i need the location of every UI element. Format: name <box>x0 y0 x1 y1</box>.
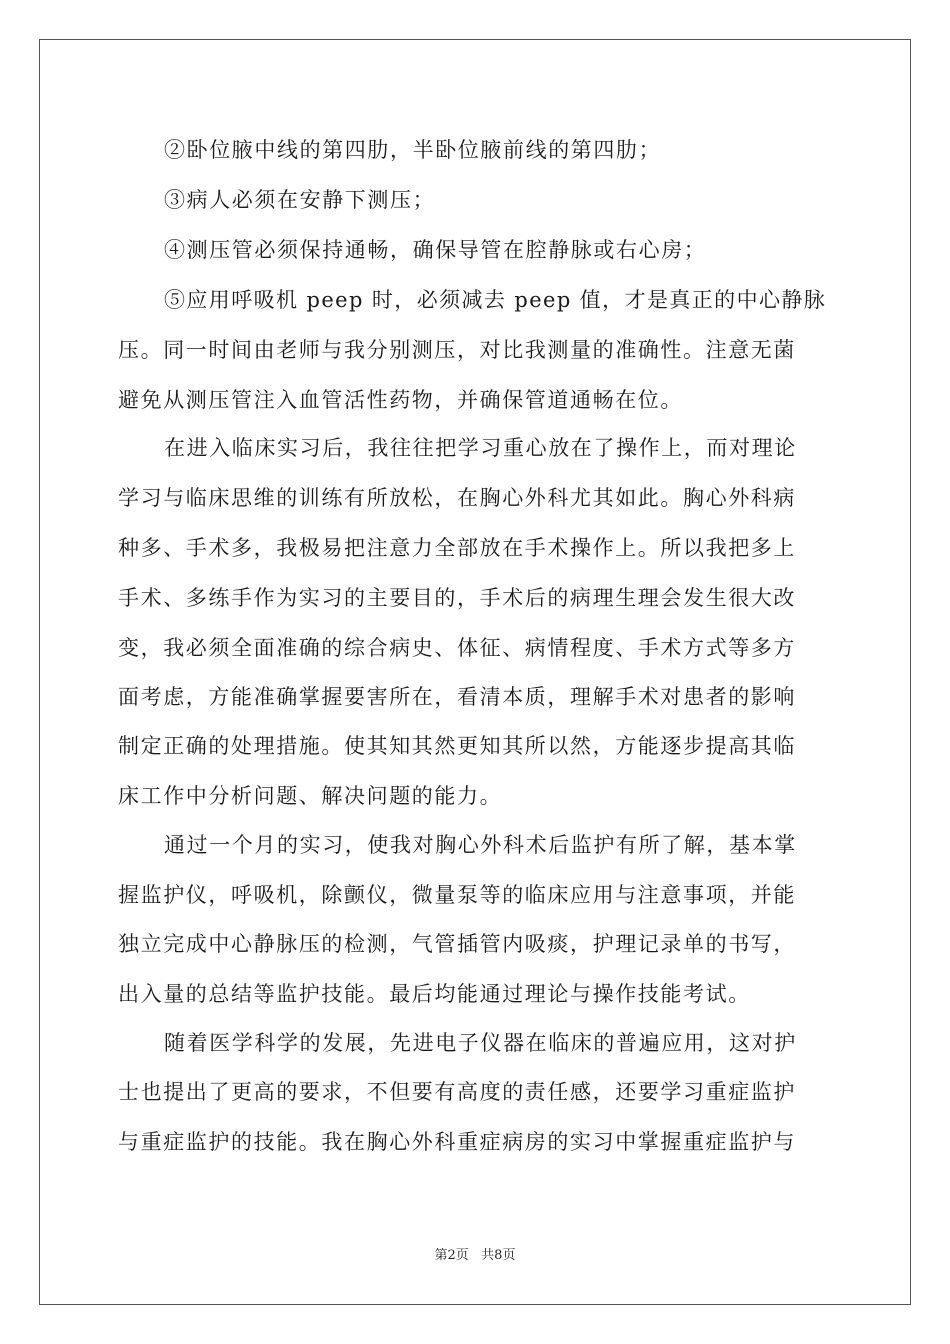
text-line: 床工作中分析问题、解决问题的能力。 <box>118 784 503 808</box>
text-line: 手术、多练手作为实习的主要目的，手术后的病理生理会发生很大改 <box>118 586 796 610</box>
text-line: ④测压管必须保持通畅，确保导管在腔静脉或右心房； <box>164 238 707 262</box>
text-line: 士也提出了更高的要求，不但要有高度的责任感，还要学习重症监护 <box>118 1080 796 1104</box>
text-line: 握监护仪，呼吸机，除颤仪，微量泵等的临床应用与注意事项，并能 <box>118 883 796 907</box>
page-border <box>39 39 911 1305</box>
text-line: 面考虑，方能准确掌握要害所在，看清本质，理解手术对患者的影响 <box>118 685 796 709</box>
text-line: 变，我必须全面准确的综合病史、体征、病情程度、手术方式等多方 <box>118 636 796 660</box>
text-line: ③病人必须在安静下测压； <box>164 188 436 212</box>
page-number-footer: 第2页 共8页 <box>434 1248 516 1263</box>
text-line: 与重症监护的技能。我在胸心外科重症病房的实习中掌握重症监护与 <box>118 1130 796 1154</box>
text-line: ⑤应用呼吸机 peep 时，必须减去 peep 值，才是真正的中心静脉 <box>164 288 827 312</box>
text-line: 学习与临床思维的训练有所放松，在胸心外科尤其如此。胸心外科病 <box>118 486 796 510</box>
text-line: 避免从测压管注入血管活性药物，并确保管道通畅在位。 <box>118 388 683 412</box>
text-line: ②卧位腋中线的第四肋，半卧位腋前线的第四肋； <box>164 138 662 162</box>
text-line: 在进入临床实习后，我往往把学习重心放在了操作上，而对理论 <box>164 436 797 460</box>
text-line: 出入量的总结等监护技能。最后均能通过理论与操作技能考试。 <box>118 982 751 1006</box>
text-line: 压。同一时间由老师与我分别测压，对比我测量的准确性。注意无菌 <box>118 338 796 362</box>
text-line: 种多、手术多，我极易把注意力全部放在手术操作上。所以我把多上 <box>118 536 796 560</box>
text-line: 独立完成中心静脉压的检测，气管插管内吸痰，护理记录单的书写， <box>118 932 796 956</box>
text-line: 制定正确的处理措施。使其知其然更知其所以然，方能逐步提高其临 <box>118 734 796 758</box>
text-line: 通过一个月的实习，使我对胸心外科术后监护有所了解，基本掌 <box>164 833 797 857</box>
text-line: 随着医学科学的发展，先进电子仪器在临床的普遍应用，这对护 <box>164 1031 797 1055</box>
